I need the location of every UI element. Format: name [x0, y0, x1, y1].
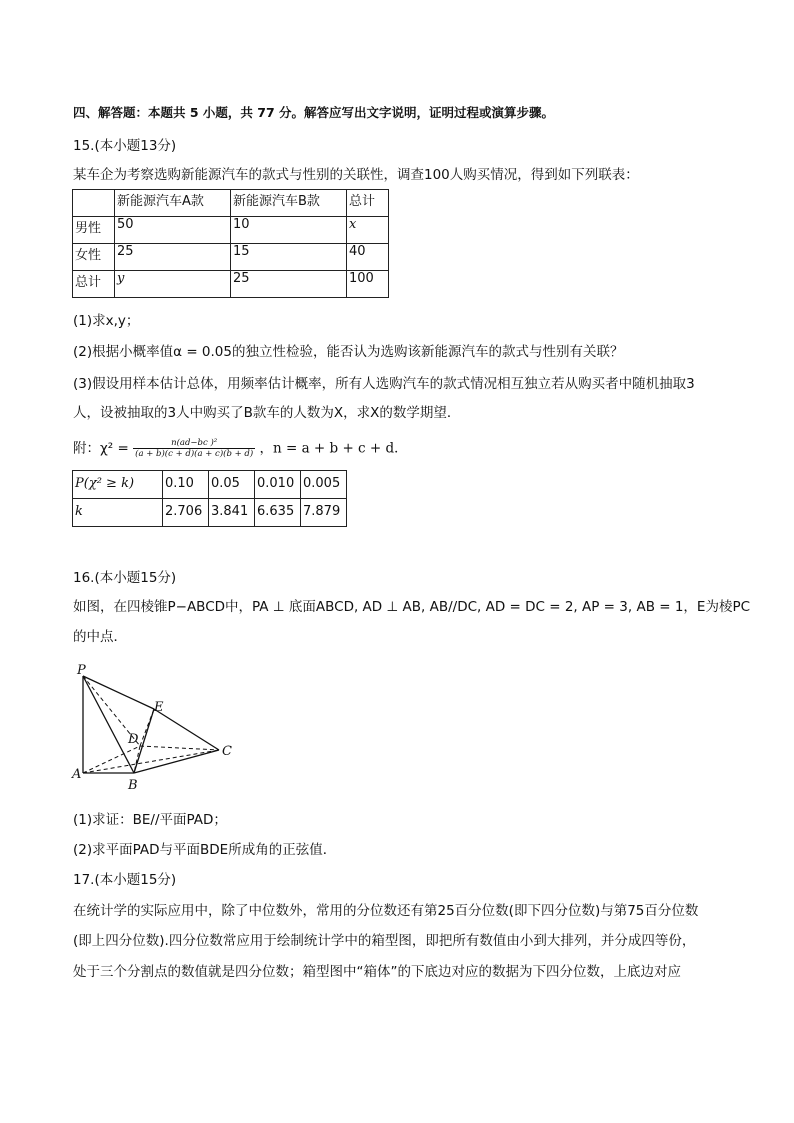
table-cell: 15 [231, 244, 347, 271]
table-cell: 新能源汽车B款 [231, 190, 347, 217]
critical-value-table [72, 470, 347, 527]
table-cell: 新能源汽车A款 [115, 190, 231, 217]
table-cell [73, 190, 115, 217]
q17-line3: 处于三个分割点的数值就是四分位数；箱型图中“箱体”的下底边对应的数据为下四分位数，上底边对应 [73, 964, 681, 980]
label-B: B [128, 778, 138, 793]
formula-fraction [133, 438, 255, 459]
table-row [73, 271, 389, 298]
q17-line1: 在统计学的实际应用中，除了中位数外，常用的分位数还有第25百分位数(即下四分位数)与第75百分位数 [73, 903, 699, 919]
table-cell: 7.879 [301, 499, 347, 527]
section-heading: 四、解答题：本题共 5 小题，共 77 分。解答应写出文字说明，证明过程或演算步骤。 [73, 105, 555, 120]
table-cell: 女性 [73, 244, 115, 271]
q16-stem-line2: 的中点． [73, 629, 127, 645]
q16-number: 16.(本小题15分) [73, 570, 177, 586]
q15-part1: (1)求x,y； [73, 313, 140, 329]
edge-BC [134, 750, 219, 773]
table-cell: 2.706 [163, 499, 209, 527]
table-cell: k [73, 499, 163, 527]
label-D: D [128, 732, 139, 747]
table-row [73, 217, 389, 244]
table-cell: 男性 [73, 217, 115, 244]
table-cell: 50 [115, 217, 231, 244]
table-cell: y [115, 271, 231, 298]
table-cell: x [347, 217, 389, 244]
q15-part3-line1: (3)假设用样本估计总体，用频率估计概率，所有人选购汽车的款式情况相互独立若从购买者中随机抽取3 [73, 376, 695, 392]
label-A: A [72, 767, 82, 782]
q15-number: 15.(本小题13分) [73, 138, 177, 154]
q17-line2: (即上四分位数).四分位数常应用于绘制统计学中的箱型图，即把所有数值由小到大排列，并分成四等份， [73, 933, 696, 949]
edge-PB [83, 676, 134, 773]
q16-stem-line1: 如图，在四棱锥P−ABCD中，PA ⊥ 底面ABCD, AD ⊥ AB, AB//DC, AD = DC = 2, AP = 3, AB = 1，E为棱PC [73, 599, 751, 615]
table-row [73, 471, 347, 499]
formula-numerator: n(ad−bc )² [133, 438, 255, 449]
table-cell: 10 [231, 217, 347, 244]
q16-part1: (1)求证：BE//平面PAD； [73, 812, 227, 828]
formula-tail: ，n = a + b + c + d． [259, 440, 408, 457]
table-cell: 40 [347, 244, 389, 271]
edge-DB-hidden [134, 746, 140, 773]
table-cell: P(χ² ≥ k) [73, 471, 163, 499]
table-cell: 0.005 [301, 471, 347, 499]
table-cell: 0.010 [255, 471, 301, 499]
table-row [73, 499, 347, 527]
q16-part2: (2)求平面PAD与平面BDE所成角的正弦值． [73, 842, 337, 858]
formula-prefix: 附：χ² = [73, 440, 129, 457]
chi-square-formula [73, 438, 408, 459]
q17-number: 17.(本小题15分) [73, 872, 177, 888]
table-header-row [73, 190, 389, 217]
table-cell: 25 [115, 244, 231, 271]
contingency-table [72, 189, 389, 298]
formula-denominator: (a + b)(c + d)(a + c)(b + d) [135, 449, 254, 459]
edge-DC-hidden [140, 746, 219, 750]
edge-EC [154, 709, 219, 750]
table-cell: 25 [231, 271, 347, 298]
label-E: E [154, 700, 164, 715]
table-cell: 6.635 [255, 499, 301, 527]
diagonal-AC-hidden [83, 750, 219, 773]
table-cell: 3.841 [209, 499, 255, 527]
q15-stem: 某车企为考察选购新能源汽车的款式与性别的关联性，调查100人购买情况，得到如下列联表： [73, 167, 639, 183]
edge-PE [83, 676, 154, 709]
q15-part3-line2: 人，设被抽取的3人中购买了B款车的人数为X，求X的数学期望． [73, 405, 461, 421]
table-cell: 0.05 [209, 471, 255, 499]
q15-part2: (2)根据小概率值α = 0.05的独立性检验，能否认为选购该新能源汽车的款式与性别有关联？ [73, 344, 624, 360]
label-P: P [77, 663, 86, 678]
table-cell: 100 [347, 271, 389, 298]
table-row [73, 244, 389, 271]
label-C: C [222, 744, 232, 759]
table-cell: 总计 [73, 271, 115, 298]
table-cell: 总计 [347, 190, 389, 217]
pyramid-figure [66, 660, 246, 795]
table-cell: 0.10 [163, 471, 209, 499]
